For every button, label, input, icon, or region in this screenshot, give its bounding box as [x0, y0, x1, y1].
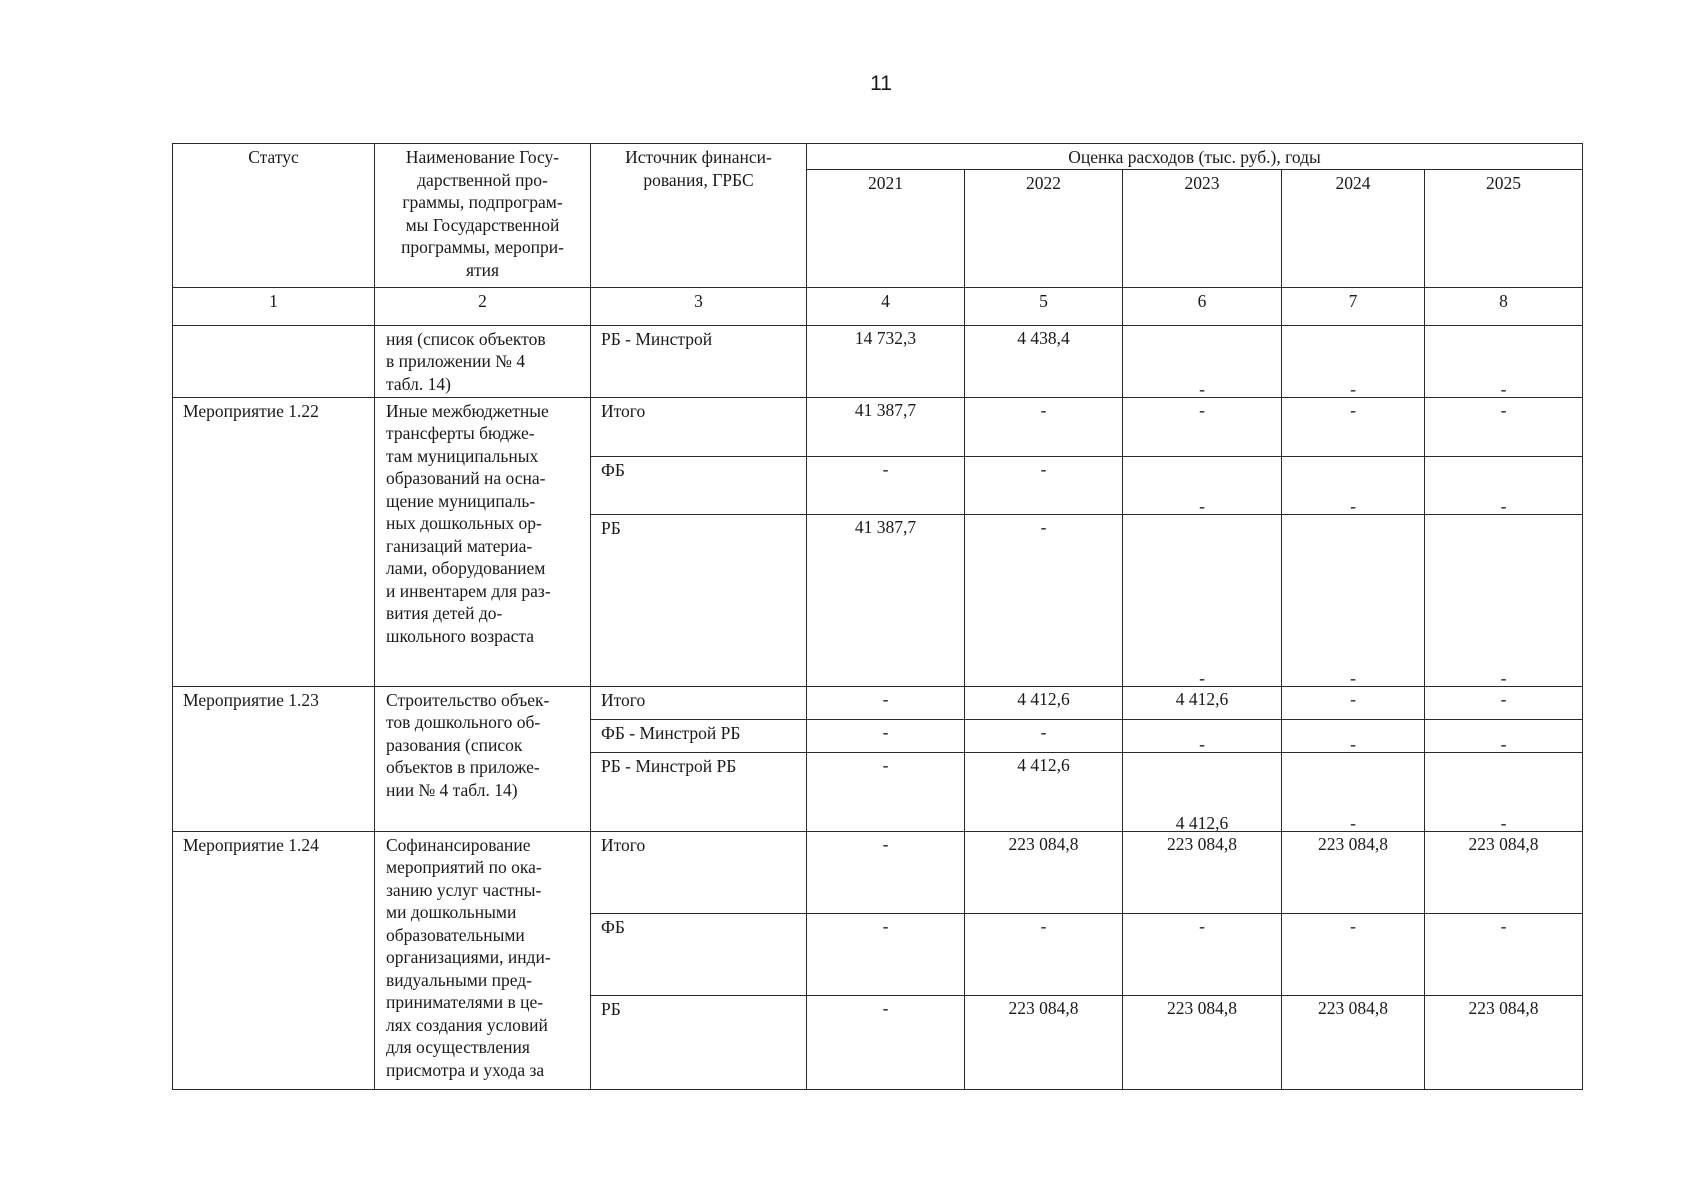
value-cell: - [1425, 456, 1583, 514]
value-cell: - [1425, 752, 1583, 831]
value-cell: 4 438,4 [965, 325, 1123, 397]
value-cell: - [1123, 514, 1282, 686]
value-cell: 223 084,8 [1282, 995, 1425, 1089]
program-name-cell: Иные межбюджетные трансферты бюдже- там муниципальных образований на осна- щение муниципаль- ных дошкольных ор- ганизаций материа- лами, оборудованием и инвентарем для раз- вития детей до- школьного возраста [375, 397, 591, 686]
funding-source-cell: РБ - Минстрой [591, 325, 807, 397]
funding-source-cell: ФБ - Минстрой РБ [591, 719, 807, 752]
status-cell: Мероприятие 1.22 [173, 397, 375, 686]
header-year: 2023 [1123, 169, 1282, 287]
value-cell: - [1425, 325, 1583, 397]
value-cell: - [1282, 686, 1425, 719]
value-cell: 4 412,6 [1123, 752, 1282, 831]
header-year: 2022 [965, 169, 1123, 287]
value-cell: 223 084,8 [965, 831, 1123, 913]
header-expense-estimate: Оценка расходов (тыс. руб.), годы [807, 144, 1583, 170]
column-number: 1 [173, 287, 375, 325]
funding-source-cell: ФБ [591, 913, 807, 995]
value-cell: 4 412,6 [965, 686, 1123, 719]
header-funding-source: Источник финанси- рования, ГРБС [591, 144, 807, 288]
value-cell: - [1425, 719, 1583, 752]
program-name-cell: Строительство объек- тов дошкольного об- разования (список объектов в приложе- нии № 4 табл. 14) [375, 686, 591, 831]
value-cell: - [1425, 514, 1583, 686]
program-name-cell: ния (список объектов в приложении № 4 табл. 14) [375, 325, 591, 397]
value-cell: 41 387,7 [807, 397, 965, 456]
header-year: 2021 [807, 169, 965, 287]
header-program-name: Наименование Госу- дарственной про- граммы, подпрограм- мы Государственной программы, меропри- ятия [375, 144, 591, 288]
column-number: 7 [1282, 287, 1425, 325]
column-number: 5 [965, 287, 1123, 325]
value-cell: 223 084,8 [1425, 995, 1583, 1089]
value-cell: - [1282, 397, 1425, 456]
value-cell: - [965, 456, 1123, 514]
header-year: 2024 [1282, 169, 1425, 287]
value-cell: - [1123, 456, 1282, 514]
value-cell: - [1123, 913, 1282, 995]
value-cell: - [807, 686, 965, 719]
value-cell: - [1425, 686, 1583, 719]
column-number: 4 [807, 287, 965, 325]
value-cell: - [807, 719, 965, 752]
funding-source-cell: Итого [591, 397, 807, 456]
header-status: Статус [173, 144, 375, 288]
value-cell: 223 084,8 [1123, 995, 1282, 1089]
funding-source-cell: ФБ [591, 456, 807, 514]
value-cell: - [807, 456, 965, 514]
value-cell: 41 387,7 [807, 514, 965, 686]
value-cell: - [807, 995, 965, 1089]
value-cell: - [807, 752, 965, 831]
value-cell: - [807, 831, 965, 913]
status-cell: Мероприятие 1.23 [173, 686, 375, 831]
value-cell: - [965, 719, 1123, 752]
value-cell: - [1282, 456, 1425, 514]
value-cell: - [1282, 913, 1425, 995]
value-cell: 223 084,8 [1425, 831, 1583, 913]
value-cell: - [1282, 514, 1425, 686]
value-cell: 14 732,3 [807, 325, 965, 397]
funding-source-cell: РБ [591, 514, 807, 686]
column-number: 2 [375, 287, 591, 325]
value-cell: - [1123, 397, 1282, 456]
program-name-cell: Софинансирование мероприятий по ока- занию услуг частны- ми дошкольными образовательными организациями, инди- видуальными пред- принимателями в це- лях создания условий для осуществления присмотра и ухода за [375, 831, 591, 1089]
column-number: 6 [1123, 287, 1282, 325]
value-cell: - [807, 913, 965, 995]
value-cell: - [1123, 719, 1282, 752]
funding-source-cell: РБ [591, 995, 807, 1089]
value-cell: - [965, 397, 1123, 456]
column-number: 8 [1425, 287, 1583, 325]
value-cell: - [1425, 913, 1583, 995]
value-cell: - [1282, 752, 1425, 831]
value-cell: - [1282, 325, 1425, 397]
value-cell: 4 412,6 [1123, 686, 1282, 719]
funding-source-cell: Итого [591, 831, 807, 913]
value-cell: 223 084,8 [965, 995, 1123, 1089]
funding-source-cell: РБ - Минстрой РБ [591, 752, 807, 831]
value-cell: 223 084,8 [1282, 831, 1425, 913]
value-cell: - [965, 913, 1123, 995]
header-year: 2025 [1425, 169, 1583, 287]
value-cell: 223 084,8 [1123, 831, 1282, 913]
value-cell: - [1425, 397, 1583, 456]
status-cell: Мероприятие 1.24 [173, 831, 375, 1089]
budget-table [172, 143, 1583, 1090]
value-cell: 4 412,6 [965, 752, 1123, 831]
status-cell [173, 325, 375, 397]
column-number: 3 [591, 287, 807, 325]
value-cell: - [1123, 325, 1282, 397]
page-number: 11 [870, 72, 892, 95]
funding-source-cell: Итого [591, 686, 807, 719]
value-cell: - [1282, 719, 1425, 752]
value-cell: - [965, 514, 1123, 686]
